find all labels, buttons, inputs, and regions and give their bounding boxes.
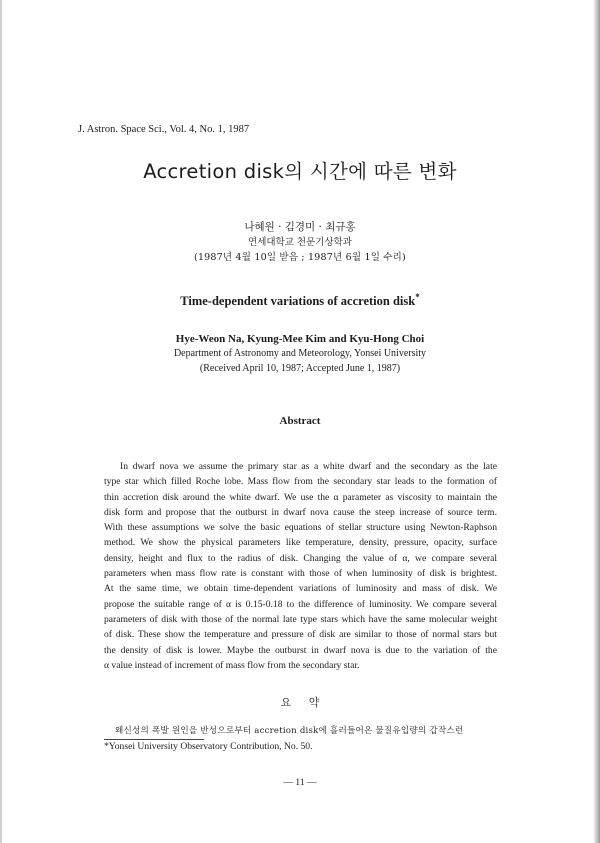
korean-received-dates: (1987년 4월 10일 받음 ; 1987년 6월 1일 수리) xyxy=(194,252,406,263)
footnote: *Yonsei University Observatory Contribution, No. 50. xyxy=(104,741,313,752)
abstract-line: At the same time, we obtain time-dependent variations of luminosity and mass of disk. We xyxy=(104,583,497,595)
korean-authors: 나혜원 · 김경미 · 최규홍 xyxy=(244,221,356,233)
korean-affiliation: 연세대학교 천문기상학과 xyxy=(248,237,352,248)
abstract-line: parameters of disk with those of the normal late type stars which have the same molecular weight xyxy=(104,613,497,625)
footnote-rule xyxy=(104,739,204,740)
english-title xyxy=(0,292,600,309)
abstract-line: In dwarf nova we assume the primary star as a white dwarf and the secondary as the late xyxy=(120,461,497,472)
abstract-line: propose the suitable range of α is 0.15-0.18 to the difference of luminosity. We compare several xyxy=(104,598,497,610)
page-number: — 11 — xyxy=(283,778,317,788)
abstract-line: the density of disk is lower. Maybe the outburst in dwarf nova is due to the variation of the xyxy=(104,644,497,656)
abstract-line: disk form and propose that the outburst in dwarf nova cause the steep increase of source term. xyxy=(104,506,497,518)
abstract-line: thin accretion disk around the white dwarf. We use the α parameter as viscosity to maintain the xyxy=(104,491,497,503)
abstract-line: density, height and flux to the radius of disk. Changing the value of α, we compare several xyxy=(104,552,497,564)
title-footnote-mark: * xyxy=(415,292,420,302)
journal-reference: J. Astron. Space Sci., Vol. 4, No. 1, 1987 xyxy=(78,124,250,135)
korean-abstract-heading: 요 약 xyxy=(280,696,320,709)
abstract-line: parameters when mass flow rate is constant with those of when luminosity of disk is brightest. xyxy=(104,568,497,580)
abstract-heading: Abstract xyxy=(279,415,321,427)
korean-abstract-first-line: 왜신성의 폭발 원인을 반성으로부터 accretion disk에 흘러들어온 물질유입량의 갑작스런 xyxy=(115,726,464,736)
english-received-dates: (Received April 10, 1987; Accepted June 1, 1987) xyxy=(199,363,401,374)
english-authors: Hye-Weon Na, Kyung-Mee Kim and Kyu-Hong Choi xyxy=(175,333,425,345)
korean-title: Accretion disk의 시간에 따른 변화 xyxy=(143,160,457,183)
abstract-body xyxy=(104,459,497,673)
english-affiliation: Department of Astronomy and Meteorology, Yonsei University xyxy=(173,348,427,359)
abstract-line: type star which filled Roche lobe. Mass flow from the secondary star leads to the formation of xyxy=(104,476,497,488)
abstract-line: method. We show the physical parameters like temperature, density, pressure, opacity, surface xyxy=(104,537,497,549)
abstract-line: of disk. These show the temperature and pressure of disk are similar to those of normal stars but xyxy=(104,629,497,641)
english-title-text: Time-dependent variations of accretion disk xyxy=(180,294,416,309)
abstract-line: With these assumptions we solve the basic equations of stellar structure using Newton-Raphson xyxy=(104,522,497,534)
abstract-line: α value instead of increment of mass flow from the secondary star. xyxy=(104,659,360,671)
